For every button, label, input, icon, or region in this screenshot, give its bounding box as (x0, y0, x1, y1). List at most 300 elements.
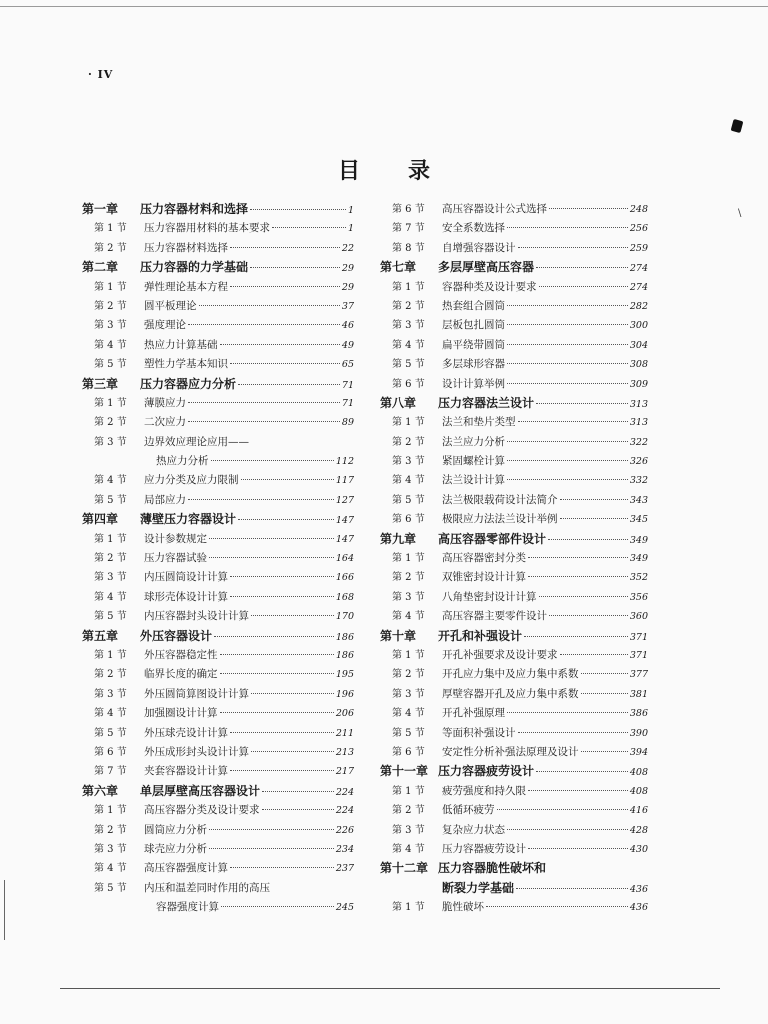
toc-section-row (82, 297, 354, 316)
toc-entry-title: 热应力计算基础 (144, 338, 218, 351)
toc-entry-number: 第 2 节 (392, 669, 425, 681)
toc-entry-title: 开孔补强要求及设计要求 (442, 648, 558, 661)
toc-page-number: 300 (629, 320, 648, 332)
toc-page-number: 371 (629, 631, 648, 643)
toc-section-row (82, 588, 354, 607)
dot-leader (230, 732, 334, 733)
toc-entry-title: 多层球形容器 (442, 358, 505, 371)
toc-entry-number: 第四章 (82, 512, 119, 527)
toc-section-row (380, 898, 648, 917)
dot-leader (238, 519, 334, 520)
toc-section-row (82, 394, 354, 413)
dot-leader (507, 829, 628, 830)
dot-leader (220, 712, 334, 713)
toc-entry-title: 高压容器强度计算 (144, 862, 228, 875)
toc-left-column (82, 200, 354, 917)
toc-section-row (380, 471, 648, 490)
toc-entry-number: 第 3 节 (392, 688, 425, 700)
dot-leader (188, 324, 340, 325)
toc-page-number: 308 (629, 359, 648, 371)
dot-leader (251, 615, 334, 616)
toc-page-number: 49 (341, 339, 354, 351)
toc-entry-title: 极限应力法法兰设计举例 (442, 513, 558, 526)
toc-page-number: 349 (629, 534, 648, 546)
dot-leader (528, 848, 628, 849)
toc-section-row (82, 336, 354, 355)
dot-leader (581, 751, 628, 752)
toc-section-row (82, 568, 354, 587)
toc-section-row (82, 471, 354, 490)
toc-entry-title: 设计计算举例 (442, 377, 505, 390)
toc-entry-title: 压力容器疲劳设计 (442, 842, 526, 855)
toc-entry-number: 第 5 节 (94, 359, 127, 371)
top-rule (0, 6, 768, 7)
dot-leader (518, 732, 628, 733)
toc-section-row (82, 530, 354, 549)
toc-page-number: 224 (335, 786, 354, 798)
toc-entry-number: 第 6 节 (392, 514, 425, 526)
toc-entry-title: 压力容器脆性破坏和 (438, 861, 547, 876)
toc-section-row (380, 433, 648, 452)
toc-page-number: 274 (629, 281, 648, 293)
toc-entry-title: 薄壁压力容器设计 (140, 512, 237, 527)
toc-page-number: 234 (335, 843, 354, 855)
toc-entry-number: 第 1 节 (94, 533, 127, 545)
toc-page-number: 386 (629, 708, 648, 720)
dot-leader (211, 460, 334, 461)
toc-page-number: 360 (629, 611, 648, 623)
dot-leader (250, 267, 340, 268)
dot-leader (497, 809, 628, 810)
toc-section-row (82, 665, 354, 684)
toc-page-number: 37 (341, 300, 354, 312)
toc-entry-number: 第 2 节 (94, 417, 127, 429)
toc-section-row (380, 568, 648, 587)
toc-section-row (380, 336, 648, 355)
toc-entry-number: 第 5 节 (94, 611, 127, 623)
toc-entry-number: 第 1 节 (392, 281, 425, 293)
dot-leader (230, 576, 334, 577)
toc-chapter-row (380, 258, 648, 277)
toc-entry-title: 法兰极限载荷设计法简介 (442, 493, 558, 506)
toc-entry-number: 第一章 (82, 202, 119, 216)
toc-section-row (82, 685, 354, 704)
toc-entry-title: 容器强度计算 (156, 901, 219, 914)
toc-entry-number: 第七章 (380, 260, 417, 275)
toc-entry-number: 第二章 (82, 260, 119, 275)
toc-entry-title: 夹套容器设计计算 (144, 765, 228, 778)
toc-entry-title: 脆性破坏 (442, 901, 484, 914)
bottom-rule (60, 988, 720, 989)
toc-right-column (380, 200, 648, 917)
toc-entry-number: 第 6 节 (392, 378, 425, 390)
toc-page-number: 259 (629, 242, 648, 254)
toc-page-number: 186 (335, 631, 354, 643)
dot-leader (241, 479, 334, 480)
dot-leader (528, 557, 628, 558)
toc-page-number: 390 (629, 727, 648, 739)
dot-leader (230, 363, 340, 364)
toc-page-number: 147 (335, 533, 354, 545)
toc-section-row (82, 840, 354, 859)
toc-page-number: 89 (341, 417, 354, 429)
toc-page-number: 147 (335, 515, 354, 527)
toc-page-number: 195 (335, 669, 354, 681)
toc-entry-title: 压力容器材料和选择 (140, 202, 249, 216)
toc-page-number: 217 (335, 766, 354, 778)
toc-entry-title: 临界长度的确定 (144, 668, 218, 681)
toc-entry-title: 双锥密封设计计算 (442, 571, 526, 584)
toc-entry-number: 第 4 节 (94, 863, 127, 875)
toc-entry-number: 第十二章 (380, 861, 429, 876)
toc-entry-title: 开孔应力集中及应力集中系数 (442, 668, 579, 681)
toc-entry-number: 第 2 节 (392, 436, 425, 448)
scan-tick-mark: \ (738, 208, 742, 219)
toc-entry-title: 高压容器设计公式选择 (442, 203, 547, 215)
dot-leader (518, 247, 628, 248)
toc-page-number: 22 (341, 242, 354, 254)
toc-entry-title: 法兰应力分析 (442, 435, 505, 448)
toc-entry-title: 压力容器疲劳设计 (438, 764, 535, 779)
toc-entry-number: 第 4 节 (392, 475, 425, 487)
toc-entry-title: 内压容器封头设计计算 (144, 610, 249, 623)
toc-page-number: 211 (335, 727, 354, 739)
toc-section-row (82, 898, 354, 917)
toc-entry-number: 第 4 节 (94, 591, 127, 603)
dot-leader (581, 693, 628, 694)
toc-entry-title: 压力容器试验 (144, 552, 207, 565)
toc-entry-title: 开孔补强原理 (442, 707, 505, 720)
toc-entry-number: 第 3 节 (94, 436, 127, 448)
toc-section-row (82, 607, 354, 626)
toc-entry-title: 应力分类及应力限制 (144, 474, 239, 487)
dot-leader (549, 615, 628, 616)
toc-entry-title: 安定性分析补强法原理及设计 (442, 745, 579, 758)
toc-page-number: 127 (335, 494, 354, 506)
toc-entry-title: 二次应力 (144, 416, 186, 429)
toc-entry-number: 第 6 节 (94, 746, 127, 758)
toc-entry-number: 第 4 节 (94, 475, 127, 487)
toc-section-row (380, 801, 648, 820)
toc-section-row (82, 724, 354, 743)
toc-entry-number: 第 1 节 (392, 553, 425, 565)
toc-entry-number: 第 3 节 (392, 320, 425, 332)
toc-entry-number: 第 6 节 (392, 204, 425, 215)
toc-entry-number: 第 1 节 (392, 649, 425, 661)
dot-leader (230, 596, 334, 597)
toc-entry-title: 弹性理论基本方程 (144, 280, 228, 293)
dot-leader (560, 654, 628, 655)
toc-entry-number: 第 5 节 (94, 882, 127, 894)
dot-leader (188, 402, 340, 403)
dot-leader (188, 421, 340, 422)
toc-section-row (82, 219, 354, 238)
toc-entry-title: 等面积补强设计 (442, 726, 516, 739)
toc-section-row (380, 491, 648, 510)
scan-edge-mark (4, 880, 5, 940)
toc-page-number: 46 (341, 320, 354, 332)
toc-page-number: 29 (341, 281, 354, 293)
toc-page-number: 381 (629, 688, 648, 700)
toc-page-number: 196 (335, 688, 354, 700)
toc-section-row (380, 782, 648, 801)
toc-section-row (82, 549, 354, 568)
toc-section-row (82, 278, 354, 297)
toc-section-row (380, 413, 648, 432)
toc-entry-number: 第 3 节 (392, 591, 425, 603)
toc-section-row (380, 297, 648, 316)
toc-entry-number: 第五章 (82, 628, 119, 643)
toc-entry-title: 球壳应力分析 (144, 842, 207, 855)
toc-section-row (380, 510, 648, 529)
dot-leader (209, 557, 334, 558)
dot-leader (507, 363, 628, 364)
dot-leader (230, 770, 334, 771)
toc-page-number: 326 (629, 456, 648, 468)
dot-leader (528, 576, 628, 577)
toc-section-row (380, 219, 648, 238)
toc-entry-title: 内压圆筒设计计算 (144, 571, 228, 584)
toc-entry-title: 自增强容器设计 (442, 241, 516, 254)
dot-leader (516, 888, 628, 889)
dot-leader (549, 208, 628, 209)
toc-section-row (380, 278, 648, 297)
toc-entry-number: 第 4 节 (392, 843, 425, 855)
toc-entry-title: 热套组合圆筒 (442, 299, 505, 312)
toc-section-row (380, 743, 648, 762)
toc-entry-title: 内压和温差同时作用的高压 (144, 881, 270, 894)
toc-page-number: 274 (629, 263, 648, 275)
dot-leader (536, 403, 628, 404)
toc-entry-title: 高压容器分类及设计要求 (144, 804, 260, 817)
toc-page-number: 248 (629, 204, 648, 215)
toc-entry-number: 第六章 (82, 783, 119, 798)
dot-leader (221, 906, 334, 907)
dot-leader (507, 479, 628, 480)
dot-leader (518, 421, 628, 422)
toc-entry-title: 边界效应理论应用—— (144, 435, 249, 448)
toc-entry-title: 八角垫密封设计计算 (442, 590, 537, 603)
toc-entry-number: 第 1 节 (392, 417, 425, 429)
toc-page-number: 309 (629, 378, 648, 390)
toc-chapter-row (82, 258, 354, 277)
toc-page-number: 345 (629, 514, 648, 526)
toc-entry-title: 低循环疲劳 (442, 804, 495, 817)
toc-entry-number: 第十章 (380, 628, 417, 643)
toc-section-row (82, 762, 354, 781)
toc-section-row (82, 239, 354, 258)
toc-entry-number: 第 3 节 (94, 572, 127, 584)
toc-entry-number: 第 1 节 (392, 785, 425, 797)
toc-entry-number: 第 5 节 (392, 359, 425, 371)
toc-page-number: 164 (335, 553, 354, 565)
dot-leader (199, 305, 340, 306)
toc-section-row (82, 704, 354, 723)
toc-section-row (380, 646, 648, 665)
toc-page-number: 237 (335, 863, 354, 875)
page-number: · IV (88, 68, 114, 81)
dot-leader (507, 383, 628, 384)
toc-page-number: 1 (347, 223, 354, 235)
toc-section-row (82, 433, 354, 452)
dot-leader (507, 712, 628, 713)
toc-entry-title: 热应力分析 (156, 455, 209, 468)
toc-entry-title: 外压容器稳定性 (144, 648, 218, 661)
toc-entry-title: 容器种类及设计要求 (442, 280, 537, 293)
toc-section-row (82, 821, 354, 840)
toc-entry-number: 第 3 节 (94, 688, 127, 700)
page-title: 目录 (337, 158, 478, 184)
dot-leader (507, 441, 628, 442)
toc-entry-number: 第 3 节 (94, 320, 127, 332)
dot-leader (214, 636, 334, 637)
toc-page-number: 436 (629, 883, 648, 895)
dot-leader (251, 751, 334, 752)
dot-leader (536, 267, 628, 268)
dot-leader (548, 539, 628, 540)
toc-chapter-row (380, 394, 648, 413)
toc-entry-number: 第 7 节 (94, 766, 127, 778)
toc-entry-title: 外压成形封头设计计算 (144, 745, 249, 758)
dot-leader (209, 829, 334, 830)
toc-section-row (380, 685, 648, 704)
toc-entry-title: 塑性力学基本知识 (144, 358, 228, 371)
toc-entry-title: 扁平绕带圆筒 (442, 338, 505, 351)
toc-page-number: 377 (629, 669, 648, 681)
toc-entry-number: 第 2 节 (94, 669, 127, 681)
toc-section-row (82, 859, 354, 878)
dot-leader (188, 499, 334, 500)
toc-section-row (380, 665, 648, 684)
toc-entry-title: 高压容器零部件设计 (438, 531, 547, 546)
toc-entry-number: 第 1 节 (94, 805, 127, 817)
dot-leader (262, 791, 334, 792)
toc-entry-number: 第 1 节 (94, 397, 127, 409)
toc-entry-number: 第 4 节 (94, 708, 127, 720)
toc-entry-title: 外压圆筒算图设计计算 (144, 687, 249, 700)
toc-entry-title: 外压球壳设计计算 (144, 726, 228, 739)
toc-entry-number: 第 2 节 (392, 805, 425, 817)
toc-page-number: 332 (629, 475, 648, 487)
dot-leader (507, 344, 628, 345)
toc-section-row (82, 743, 354, 762)
toc-section-row (380, 724, 648, 743)
toc-entry-title: 疲劳强度和持久限 (442, 784, 526, 797)
dot-leader (220, 673, 334, 674)
toc-entry-title: 压力容器的力学基础 (140, 260, 249, 275)
toc-entry-title: 强度理论 (144, 319, 186, 332)
toc-entry-number: 第 1 节 (392, 902, 425, 914)
toc-section-row (380, 607, 648, 626)
dot-leader (539, 286, 628, 287)
toc-entry-title: 压力容器法兰设计 (438, 395, 535, 410)
ink-blot-mark (731, 119, 744, 133)
dot-leader (507, 460, 628, 461)
toc-page-number: 71 (341, 397, 354, 409)
toc-entry-number: 第十一章 (380, 764, 429, 779)
toc-entry-title: 复杂应力状态 (442, 823, 505, 836)
dot-leader (262, 809, 334, 810)
toc-entry-number: 第 4 节 (94, 339, 127, 351)
toc-entry-number: 第 5 节 (94, 494, 127, 506)
toc-section-row (380, 840, 648, 859)
toc-chapter-row (380, 879, 648, 898)
toc-section-row (380, 316, 648, 335)
toc-page-number: 282 (629, 300, 648, 312)
toc-entry-title: 压力容器应力分析 (140, 376, 237, 391)
toc-page-number: 117 (335, 475, 354, 487)
toc-page-number: 112 (335, 456, 354, 468)
toc-entry-number: 第 1 节 (94, 223, 127, 235)
dot-leader (524, 636, 628, 637)
toc-chapter-row (82, 510, 354, 529)
toc-chapter-row (82, 782, 354, 801)
toc-entry-title: 加强圈设计计算 (144, 707, 218, 720)
toc-entry-number: 第 7 节 (392, 223, 425, 235)
toc-entry-number: 第 5 节 (392, 494, 425, 506)
toc-page-number: 349 (629, 553, 648, 565)
toc-section-row (380, 355, 648, 374)
toc-page-number: 430 (629, 843, 648, 855)
toc-page-number: 256 (629, 223, 648, 235)
toc-section-row (380, 821, 648, 840)
toc-page-number: 71 (341, 379, 354, 391)
toc-page-number: 226 (335, 824, 354, 836)
toc-entry-title: 球形壳体设计计算 (144, 590, 228, 603)
toc-page-number: 224 (335, 805, 354, 817)
toc-section-row (82, 491, 354, 510)
toc-entry-title: 薄膜应力 (144, 396, 186, 409)
toc-entry-number: 第 4 节 (392, 708, 425, 720)
toc-page-number: 186 (335, 649, 354, 661)
dot-leader (507, 324, 628, 325)
toc-entry-title: 开孔和补强设计 (438, 628, 523, 643)
dot-leader (209, 538, 334, 539)
toc-section-row (380, 239, 648, 258)
toc-entry-title: 圆筒应力分析 (144, 823, 207, 836)
dot-leader (581, 673, 628, 674)
toc-entry-title: 压力容器用材料的基本要求 (144, 222, 270, 235)
toc-section-row (82, 413, 354, 432)
toc-chapter-row (380, 627, 648, 646)
toc-chapter-row (82, 627, 354, 646)
toc-entry-title: 多层厚壁高压容器 (438, 260, 535, 275)
toc-page-number: 170 (335, 611, 354, 623)
toc-page-number: 416 (629, 805, 648, 817)
toc-entry-number: 第 2 节 (94, 242, 127, 254)
toc-page-number: 436 (629, 902, 648, 914)
dot-leader (230, 286, 340, 287)
toc-page-number: 371 (629, 649, 648, 661)
toc-entry-title: 法兰和垫片类型 (442, 416, 516, 429)
toc-page-number: 245 (335, 902, 354, 914)
dot-leader (528, 790, 628, 791)
toc-section-row (82, 801, 354, 820)
toc-entry-title: 高压容器密封分类 (442, 552, 526, 565)
toc-entry-title: 圆平板理论 (144, 299, 197, 312)
toc-entry-number: 第 2 节 (94, 300, 127, 312)
toc-section-row (82, 316, 354, 335)
toc-entry-title: 外压容器设计 (140, 628, 213, 643)
toc-entry-number: 第 5 节 (392, 727, 425, 739)
toc-entry-title: 层板包扎圆筒 (442, 319, 505, 332)
toc-chapter-row (82, 375, 354, 394)
toc-section-row (380, 200, 648, 219)
toc-entry-title: 断裂力学基础 (442, 880, 515, 895)
toc-section-row (82, 452, 354, 471)
toc-entry-title: 单层厚壁高压容器设计 (140, 783, 261, 798)
toc-page-number: 428 (629, 824, 648, 836)
